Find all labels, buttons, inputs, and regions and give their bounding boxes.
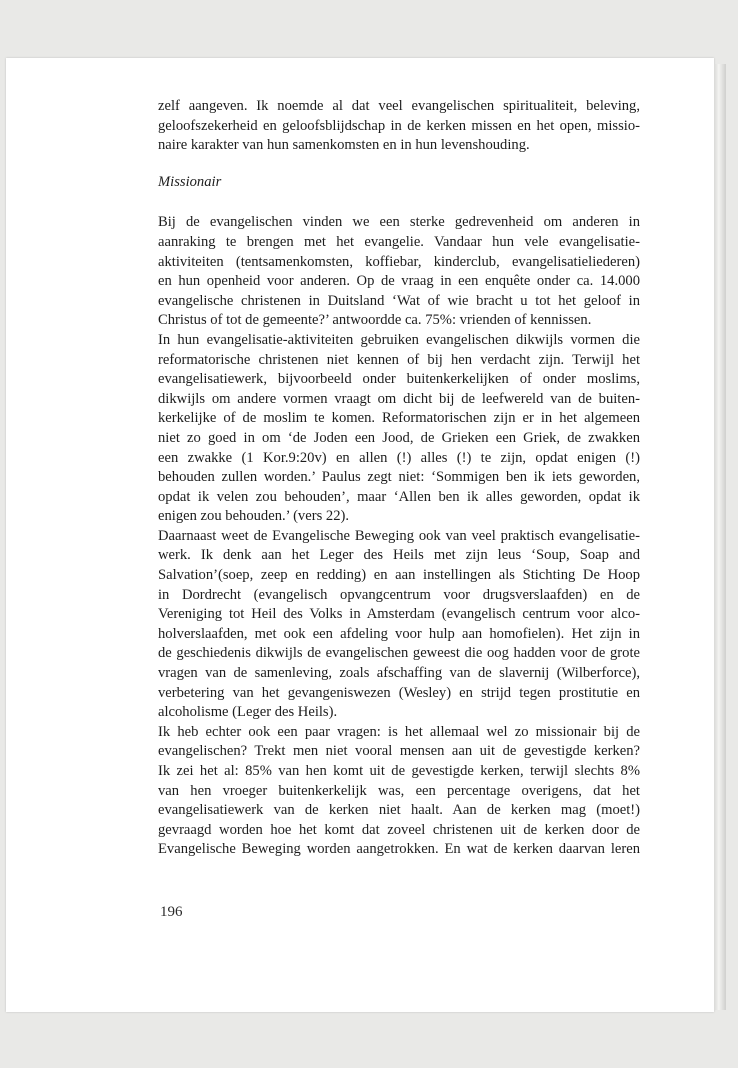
text-line: kerkelijke of de moslim te komen. Reformatorischen zijn er in het algemeen (158, 410, 640, 427)
text-line: evangelischen? Trekt men niet vooral mensen aan uit de gevestigde kerken? (158, 743, 640, 760)
text-line: behouden zullen worden.’ Paulus zegt niet: ‘Sommigen ben ik iets geworden, (158, 469, 640, 486)
intro-paragraph (158, 97, 640, 156)
text-line: en hun openheid voor anderen. Op de vraag in een enquête onder ca. 14.000 (158, 273, 640, 290)
text-line: evangelisatiewerk, bijvoorbeeld onder buitenkerkelijken of onder moslims, (158, 371, 640, 388)
text-line: Christus of tot de gemeente?’ antwoordde ca. 75%: vrienden of kennissen. (158, 312, 592, 329)
text-line: Vereniging tot Heil des Volks in Amsterdam (evangelisch centrum voor alco- (158, 606, 640, 623)
text-line: Salvation’(soep, zeep en redding) en aan instellingen als Stichting De Hoop (158, 567, 640, 584)
text-line: gevraagd worden hoe het komt dat zoveel christenen uit de kerken door de (158, 821, 640, 838)
text-line: naire karakter van hun samenkomsten en in hun levenshouding. (158, 137, 530, 154)
text-line: zelf aangeven. Ik noemde al dat veel evangelischen spiritualiteit, beleving, (158, 98, 640, 114)
text-line: werk. Ik denk aan het Leger des Heils met zijn leus ‘Soup, Soap and (158, 547, 640, 564)
text-line: opdat ik velen zou behouden’, maar ‘Allen ben ik alles geworden, opdat ik (158, 488, 640, 505)
text-line: holverslaafden, met ook een afdeling voor hulp aan homofielen). Het zijn in (158, 625, 640, 642)
page-number: 196 (160, 904, 183, 920)
text-line: dikwijls om andere vormen vraagt om dicht bij de leefwereld van de buiten- (158, 390, 640, 407)
text-line: in Dordrecht (evangelisch opvangcentrum voor drugsverslaafden) en de (158, 586, 640, 603)
text-line: aanraking te brengen met het evangelie. Vandaar hun vele evangelisatie- (158, 233, 640, 250)
page-text (158, 97, 640, 860)
text-line: Ik heb echter ook een paar vragen: is het allemaal wel zo missionair bij de (158, 723, 640, 740)
text-line: van hen vroeger buitenkerkelijk was, een percentage overigens, dat het (158, 782, 640, 799)
text-line: verbetering van het gevangeniswezen (Wesley) en strijd tegen prostitutie en (158, 684, 640, 701)
section-heading: Missionair (158, 173, 222, 190)
text-line: Ik zei het al: 85% van hen komt uit de gevestigde kerken, terwijl slechts 8% (158, 763, 640, 779)
text-line: Evangelische Beweging worden aangetrokken. En wat de kerken daarvan leren (158, 841, 640, 858)
text-line: de geschiedenis dikwijls de evangelischen geweest die oog hadden voor de grote (158, 645, 640, 662)
page-edge (714, 64, 726, 1010)
body-text (158, 213, 640, 860)
text-line: In hun evangelisatie-aktiviteiten gebruiken evangelischen dikwijls vormen die (158, 331, 640, 348)
text-line: alcoholisme (Leger des Heils). (158, 704, 338, 721)
text-line: evangelische christenen in Duitsland ‘Wat of wie bracht u tot het geloof in (158, 292, 640, 309)
text-line: geloofszekerheid en geloofsblijdschap in de kerken missen en het open, missio- (158, 117, 640, 134)
text-line: evangelisatiewerk van de kerken niet haalt. Aan de kerken mag (moet!) (158, 802, 640, 819)
text-line: reformatorische christenen niet kennen of bij hen verdacht zijn. Terwijl het (158, 351, 640, 368)
text-line: vragen van de samenleving, zoals afschaffing van de slavernij (Wilberforce), (158, 665, 640, 682)
text-line: aktiviteiten (tentsamenkomsten, koffiebar, kinderclub, evangelisatieliederen) (158, 253, 640, 270)
text-line: Daarnaast weet de Evangelische Beweging ook van veel praktisch evangelisatie- (158, 527, 640, 544)
text-line: niet zo goed in om ‘de Joden een Jood, de Grieken een Griek, de zwakken (158, 429, 640, 446)
text-line: enigen zou behouden.’ (vers 22). (158, 508, 350, 525)
text-line: Bij de evangelischen vinden we een sterke gedrevenheid om anderen in (158, 214, 640, 231)
text-line: een zwakke (1 Kor.9:20v) en allen (!) alles (!) te zijn, opdat enigen (!) (158, 449, 640, 466)
